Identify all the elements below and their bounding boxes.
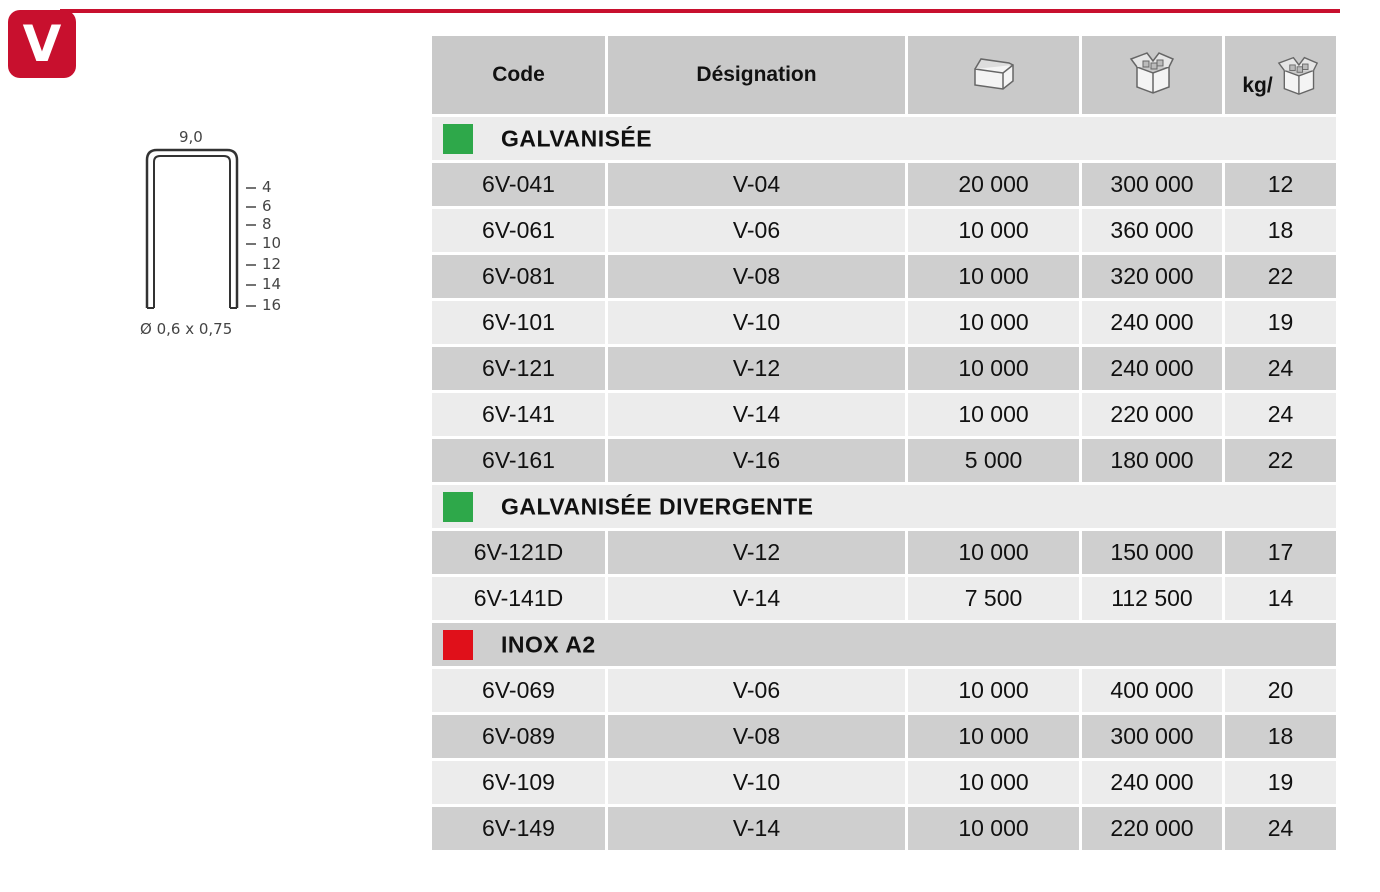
length-label: 8 [262,215,272,233]
cell-code: 6V-109 [432,761,605,807]
cell-box: 10 000 [908,393,1079,439]
cell-code: 6V-041 [432,163,605,209]
cell-carton: 320 000 [1082,255,1222,301]
cell-kg: 19 [1225,301,1336,347]
section-header [432,485,1336,531]
cell-designation: V-08 [608,255,905,301]
cell-code: 6V-121D [432,531,605,577]
table-row [432,393,1336,439]
cell-carton: 220 000 [1082,393,1222,439]
cell-code: 6V-121 [432,347,605,393]
table-row [432,669,1336,715]
staple-diagram [130,122,300,352]
wire-size-label: Ø 0,6 x 0,75 [140,320,233,338]
cell-designation: V-10 [608,301,905,347]
table-row [432,163,1336,209]
cell-kg: 24 [1225,347,1336,393]
cell-box: 10 000 [908,807,1079,853]
header-designation: Désignation [608,36,905,117]
cell-kg: 22 [1225,255,1336,301]
cell-code: 6V-089 [432,715,605,761]
cell-designation: V-14 [608,577,905,623]
cell-code: 6V-081 [432,255,605,301]
section-header [432,623,1336,669]
section-title: GALVANISÉE DIVERGENTE [501,493,814,519]
section-header [432,117,1336,163]
cell-carton: 240 000 [1082,347,1222,393]
table-row [432,439,1336,485]
small-box-icon [971,53,1017,91]
length-label: 12 [262,255,282,273]
carton-icon [1277,52,1319,98]
cell-designation: V-16 [608,439,905,485]
header-kg-label: kg/ [1242,74,1273,97]
cell-code: 6V-061 [432,209,605,255]
cell-carton: 360 000 [1082,209,1222,255]
cell-code: 6V-069 [432,669,605,715]
cell-carton: 240 000 [1082,301,1222,347]
staple-outer-outline [147,150,237,308]
cell-carton: 150 000 [1082,531,1222,577]
cell-designation: V-08 [608,715,905,761]
cell-designation: V-04 [608,163,905,209]
cell-carton: 180 000 [1082,439,1222,485]
header-kg-per-carton [1225,36,1336,117]
cell-designation: V-14 [608,393,905,439]
section-color-square [443,630,473,660]
cell-designation: V-06 [608,209,905,255]
length-label: 16 [262,296,282,314]
length-label: 10 [262,234,282,252]
length-label: 6 [262,197,272,215]
cell-code: 6V-149 [432,807,605,853]
cell-code: 6V-141D [432,577,605,623]
cell-box: 5 000 [908,439,1079,485]
header-code: Code [432,36,605,117]
cell-designation: V-12 [608,347,905,393]
cell-carton: 220 000 [1082,807,1222,853]
cell-code: 6V-161 [432,439,605,485]
cell-kg: 18 [1225,209,1336,255]
cell-box: 10 000 [908,761,1079,807]
length-label: 14 [262,275,282,293]
cell-designation: V-12 [608,531,905,577]
cell-kg: 17 [1225,531,1336,577]
table-row [432,761,1336,807]
staple-table [429,36,1339,853]
cell-carton: 300 000 [1082,163,1222,209]
table-header-row [432,36,1336,117]
cell-kg: 18 [1225,715,1336,761]
staple-width-label: 9,0 [179,128,203,146]
cell-code: 6V-101 [432,301,605,347]
cell-kg: 22 [1225,439,1336,485]
table-row [432,715,1336,761]
cell-kg: 19 [1225,761,1336,807]
table-row [432,209,1336,255]
header-carton [1082,36,1222,117]
cell-kg: 12 [1225,163,1336,209]
cell-kg: 24 [1225,807,1336,853]
length-scale [246,178,281,314]
carton-icon [1129,49,1175,95]
category-badge [8,10,76,78]
cell-designation: V-14 [608,807,905,853]
length-label: 4 [262,178,272,196]
table-row [432,577,1336,623]
cell-kg: 14 [1225,577,1336,623]
cell-code: 6V-141 [432,393,605,439]
badge-letter: V [22,15,62,73]
table-row [432,347,1336,393]
cell-carton: 112 500 [1082,577,1222,623]
cell-box: 10 000 [908,669,1079,715]
cell-designation: V-06 [608,669,905,715]
cell-kg: 24 [1225,393,1336,439]
cell-box: 20 000 [908,163,1079,209]
section-header-row [432,117,1336,163]
cell-box: 10 000 [908,209,1079,255]
cell-box: 10 000 [908,255,1079,301]
section-header-row [432,623,1336,669]
cell-kg: 20 [1225,669,1336,715]
cell-carton: 400 000 [1082,669,1222,715]
cell-box: 10 000 [908,347,1079,393]
cell-box: 10 000 [908,301,1079,347]
table-row [432,531,1336,577]
cell-box: 10 000 [908,531,1079,577]
cell-carton: 300 000 [1082,715,1222,761]
top-divider [60,9,1340,13]
cell-carton: 240 000 [1082,761,1222,807]
section-title: GALVANISÉE [501,125,653,151]
staple-inner-outline [154,156,230,308]
table-row [432,255,1336,301]
cell-designation: V-10 [608,761,905,807]
section-header-row [432,485,1336,531]
table-row [432,807,1336,853]
cell-box: 7 500 [908,577,1079,623]
section-color-square [443,124,473,154]
section-title: INOX A2 [501,631,596,657]
section-color-square [443,492,473,522]
header-box [908,36,1079,117]
cell-box: 10 000 [908,715,1079,761]
table-row [432,301,1336,347]
